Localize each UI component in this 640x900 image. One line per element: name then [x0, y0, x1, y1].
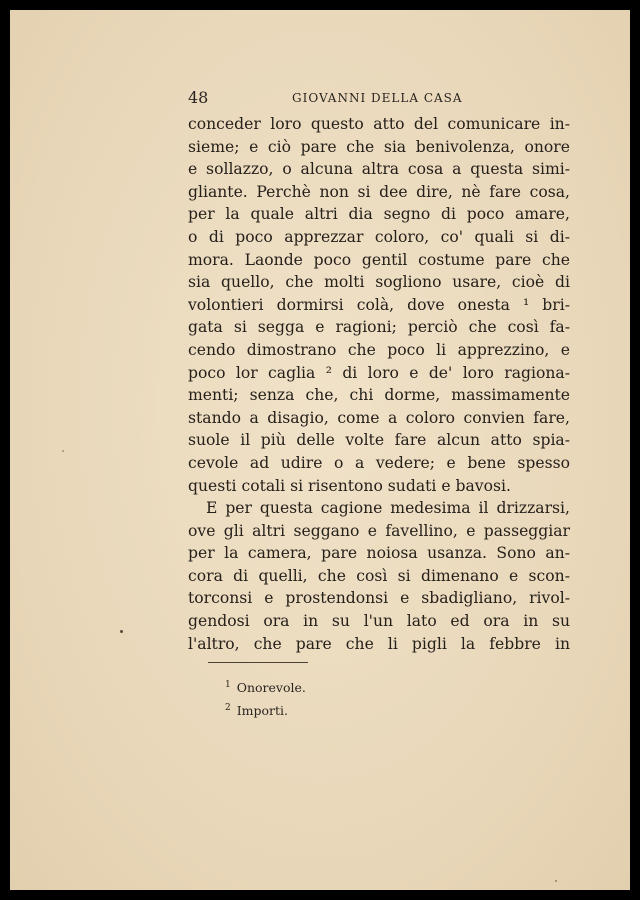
paper-speck — [62, 450, 64, 452]
text-line: torconsi e prostendonsi e sbadigliano, rivol- — [188, 589, 570, 608]
text-line: stando a disagio, come a coloro convien fare, — [188, 408, 570, 427]
footnote-marker: 2 — [225, 703, 231, 714]
footnotes — [225, 675, 306, 721]
text-line: per la camera, pare noiosa usanza. Sono an- — [188, 544, 570, 563]
body-text — [188, 113, 570, 655]
text-line: gliante. Perchè non si dee dire, nè fare cosa, — [188, 182, 570, 201]
text-line: cendo dimostrano che poco li apprezzino, e — [188, 340, 570, 359]
text-line: e sollazzo, o alcuna altra cosa a questa simi- — [188, 160, 570, 179]
footnote — [225, 698, 306, 721]
running-title: GIOVANNI DELLA CASA — [292, 91, 463, 105]
footnote-marker: 1 — [225, 680, 231, 690]
footnote-text: Onorevole. — [236, 680, 306, 696]
footnote-text: Importi. — [236, 703, 289, 719]
text-line: o di poco apprezzar coloro, co' quali si di- — [188, 227, 570, 246]
text-line: ove gli altri seggano e favellino, e passeggiar — [188, 521, 570, 540]
text-line: E per questa cagione medesima il drizzarsi, — [206, 499, 570, 518]
text-line: sieme; e ciò pare che sia benivolenza, onore — [188, 137, 570, 156]
text-line: menti; senza che, chi dorme, massimamente — [188, 386, 570, 405]
footnote-divider — [208, 662, 308, 663]
page-number: 48 — [188, 88, 209, 107]
text-line: per la quale altri dia segno di poco amare, — [188, 205, 570, 224]
text-line: gendosi ora in su l'un lato ed ora in su — [188, 612, 570, 631]
text-line: sia quello, che molti sogliono usare, cioè di — [188, 273, 570, 292]
text-line: cora di quelli, che così si dimenano e scon- — [188, 566, 570, 585]
text-line: mora. Laonde poco gentil costume pare che — [188, 250, 570, 269]
text-line: l'altro, che pare che li pigli la febbre in — [188, 634, 570, 653]
footnote — [225, 675, 306, 698]
text-line: conceder loro questo atto del comunicare in- — [188, 115, 570, 133]
paper-speck — [555, 880, 557, 882]
text-line: poco lor caglia ² di loro e de' loro ragiona- — [188, 363, 570, 382]
text-line: gata si segga e ragioni; perciò che così fa- — [188, 318, 570, 337]
text-line: volontieri dormirsi colà, dove onesta ¹ bri- — [188, 295, 570, 314]
text-line: cevole ad udire o a vedere; e bene spesso — [188, 453, 570, 472]
text-line: questi cotali si risentono sudati e bavosi. — [188, 476, 511, 495]
text-line: suole il più delle volte fare alcun atto spia- — [188, 431, 570, 450]
book-page — [10, 10, 630, 890]
paper-speck — [120, 630, 123, 633]
page-header — [188, 88, 570, 110]
